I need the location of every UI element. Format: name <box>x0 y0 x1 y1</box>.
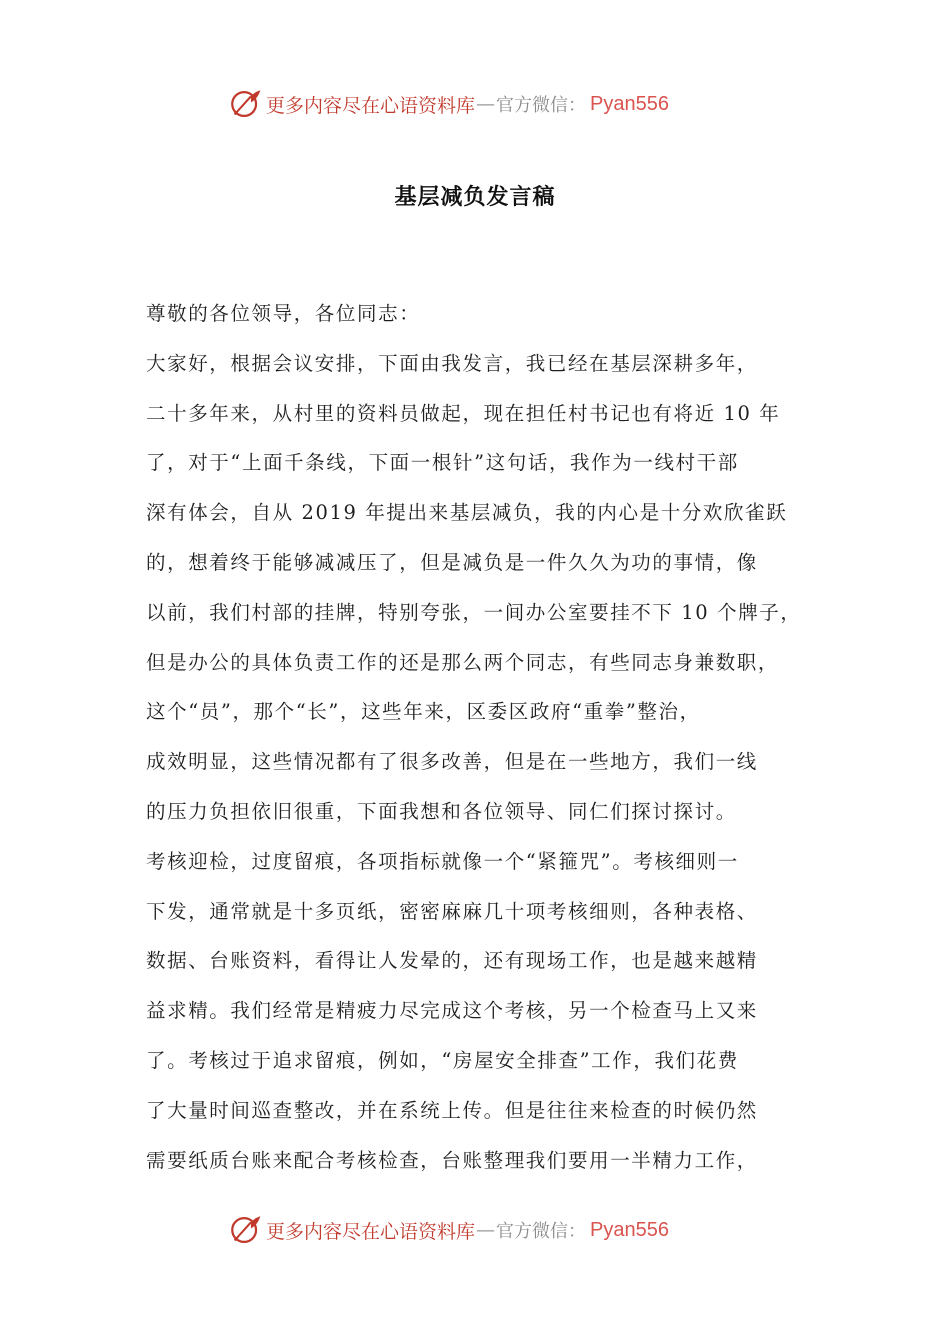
text-line: 的，想着终于能够减减压了，但是减负是一件久久为功的事情，像 <box>146 550 758 574</box>
header-watermark <box>228 86 669 122</box>
text-line: 了，对于“上面千条线，下面一根针”这句话，我作为一线村干部 <box>146 451 739 475</box>
watermark-wechat-id: Pyan556 <box>590 1218 669 1241</box>
footer-watermark <box>228 1212 669 1248</box>
text-line: 尊敬的各位领导，各位同志： <box>146 302 421 325</box>
document-body <box>146 294 836 1190</box>
text-line: 大家好，根据会议安排，下面由我发言，我已经在基层深耕多年， <box>146 351 758 375</box>
quill-logo-icon <box>228 1213 262 1247</box>
text-line: 成效明显，这些情况都有了很多改善，但是在一些地方，我们一线 <box>146 750 758 774</box>
text-line: 二十多年来，从村里的资料员做起，现在担任村书记也有将近 10 年 <box>146 401 781 425</box>
watermark-official: 官方微信： <box>496 95 587 116</box>
text-line: 下发，通常就是十多页纸，密密麻麻几十项考核细则，各种表格、 <box>146 899 758 923</box>
document-title: 基层减负发言稿 <box>394 185 556 210</box>
quill-logo-icon <box>228 87 262 121</box>
text-line: 这个“员”，那个“长”，这些年来，区委区政府“重拳”整治， <box>146 700 701 724</box>
text-line: 考核迎检，过度留痕，各项指标就像一个“紧箍咒”。考核细则一 <box>146 849 739 873</box>
text-line: 需要纸质台账来配合考核检查，台账整理我们要用一半精力工作， <box>146 1148 758 1172</box>
text-line: 以前，我们村部的挂牌，特别夸张，一间办公室要挂不下 10 个牌子， <box>146 600 802 624</box>
text-line: 的压力负担依旧很重，下面我想和各位领导、同仁们探讨探讨。 <box>146 799 737 823</box>
text-line: 益求精。我们经常是精疲力尽完成这个考核，另一个检查马上又来 <box>146 999 758 1023</box>
text-line: 了大量时间巡查整改，并在系统上传。但是往往来检查的时候仍然 <box>146 1098 758 1122</box>
watermark-brand: 更多内容尽在心语资料库 <box>266 1220 476 1243</box>
watermark-brand: 更多内容尽在心语资料库 <box>266 94 476 117</box>
text-line: 深有体会，自从 2019 年提出来基层减负，我的内心是十分欢欣雀跃 <box>146 501 788 525</box>
watermark-official: 官方微信： <box>496 1221 587 1242</box>
text-line: 但是办公的具体负责工作的还是那么两个同志，有些同志身兼数职， <box>146 650 780 674</box>
watermark-dash: — <box>476 1219 496 1241</box>
text-line: 数据、台账资料，看得让人发晕的，还有现场工作，也是越来越精 <box>146 949 758 973</box>
text-line: 了。考核过于追求留痕，例如，“房屋安全排查”工作，我们花费 <box>146 1048 739 1072</box>
watermark-wechat-id: Pyan556 <box>590 92 669 115</box>
watermark-dash: — <box>476 93 496 115</box>
